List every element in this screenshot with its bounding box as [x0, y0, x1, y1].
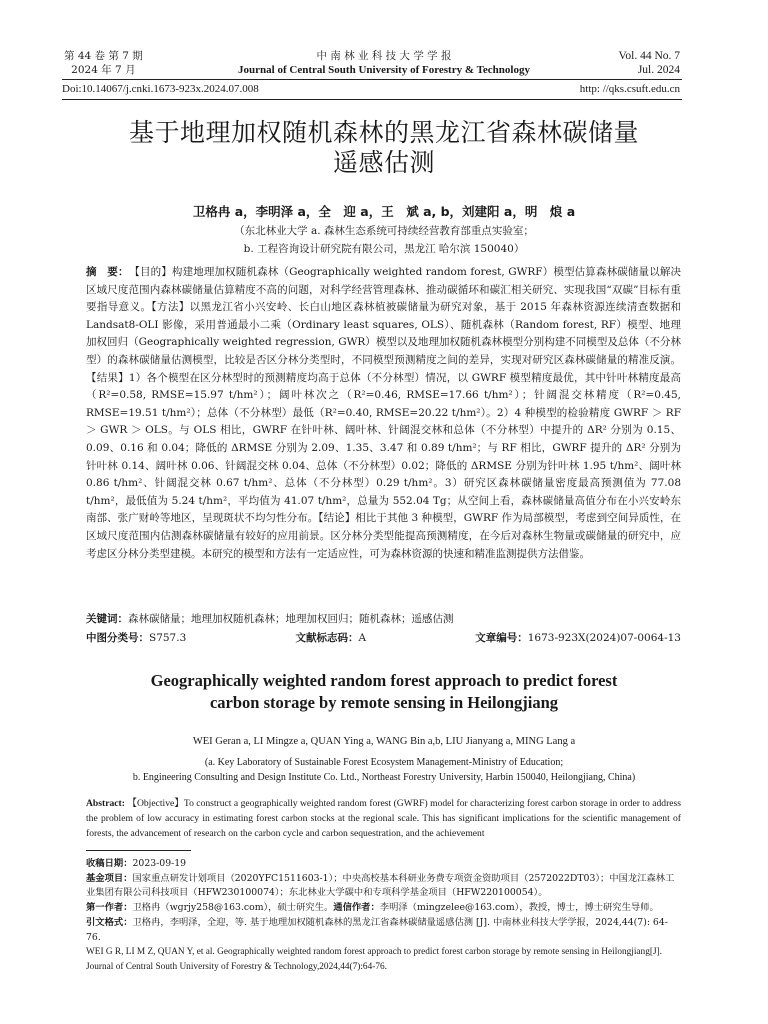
- volume-issue-cn: 第 44 卷 第 7 期: [64, 50, 143, 62]
- citation-en: WEI G R, LI M Z, QUAN Y, et al. Geographically weighted random forest approach to predict forest carbon storage by remote sensing in Heilongjiang[J]. Journal of Central South University of Forestry & Technology,2024,44(7):64-76.: [86, 947, 662, 972]
- authors-cn: 卫格冉 a，李明泽 a，全 迎 a，王 斌 a, b，刘建阳 a，明 烺 a: [192, 204, 576, 219]
- journal-url[interactable]: http: //qks.csuft.edu.cn: [579, 83, 680, 95]
- affiliation-cn-line2: b. 工程咨询设计研究院有限公司，黑龙江 哈尔滨 150040）: [243, 243, 525, 255]
- meta-rule: [62, 99, 682, 100]
- abstract-en-text: 【Objective】To construct a geographically weighted random forest (GWRF) model for characterizing forest carbon storage in order to address the problem of low accuracy in estimating forest carbon stocks at the regional scale. This has significant implications for the scientific management of forests, the advancement of research on the carbon cycle and carbon sequestration, and the achievement: [86, 798, 681, 839]
- title-cn-line2: 遥感估测: [332, 148, 435, 177]
- title-en: [0, 670, 768, 714]
- clc-number: 中图分类号：S757.3: [86, 632, 187, 644]
- document-code: 文献标志码：A: [295, 632, 367, 644]
- author-info: 第一作者：卫格冉（wgrjy258@163.com），硕士研究生。通信作者：李明泽（mingzelee@163.com），教授，博士，博士研究生导师。: [86, 902, 659, 914]
- title-cn: [0, 118, 768, 178]
- keywords-label: 关键词：: [86, 613, 128, 625]
- fund-info: 基金项目：国家重点研发计划项目（2020YFC1511603-1）；中央高校基本科研业务费专项资金资助项目（2572022DT03）；中国龙江森林工业集团有限公司科技项目（HFW230100074）；东北林业大学碳中和专项科学基金项目（HFW220100054）。: [86, 872, 675, 899]
- abstract-en: [86, 796, 681, 841]
- date-cn: 2024 年 7 月: [71, 64, 136, 76]
- footnote-rule: [86, 850, 191, 851]
- abstract-cn: [86, 264, 681, 563]
- header-volume-en: [619, 49, 680, 77]
- abstract-en-label: Abstract:: [86, 798, 125, 809]
- journal-name-cn: 中 南 林 业 科 技 大 学 学 报: [316, 50, 452, 62]
- classification-line: [86, 630, 681, 645]
- title-en-line1: Geographically weighted random forest approach to predict forest: [150, 671, 618, 690]
- affiliation-cn-line1: （东北林业大学 a. 森林生态系统可持续经营教育部重点实验室；: [234, 225, 534, 237]
- citation-cn: 引文格式：卫格冉，李明泽，全迎，等. 基于地理加权随机森林的黑龙江省森林碳储量遥感估测 [J]. 中南林业科技大学学报，2024,44(7): 64-76.: [86, 916, 668, 943]
- date-en: Jul. 2024: [637, 64, 680, 76]
- title-cn-line1: 基于地理加权随机森林的黑龙江省森林碳储量: [128, 118, 639, 147]
- title-en-line2: carbon storage by remote sensing in Heilongjiang: [209, 693, 559, 712]
- keywords-cn: [86, 611, 681, 626]
- affiliation-en-line2: b. Engineering Consulting and Design Institute Co. Ltd., Northeast Forestry University, Harbin 150040, Heilongjiang, China): [132, 772, 636, 783]
- keywords-text: 森林碳储量；地理加权随机森林；地理加权回归；随机森林；遥感估测: [128, 613, 454, 625]
- article-number: 文章编号：1673-923X(2024)07-0064-13: [475, 632, 681, 644]
- authors-en: WEI Geran a, LI Mingze a, QUAN Ying a, WANG Bin a,b, LIU Jianyang a, MING Lang a: [192, 736, 576, 747]
- abstract-cn-label: 摘 要：: [86, 266, 129, 278]
- doi[interactable]: Doi:10.14067/j.cnki.1673-923x.2024.07.008: [62, 83, 259, 95]
- header-rule: [62, 79, 682, 80]
- affiliation-en-line1: (a. Key Laboratory of Sustainable Forest Ecosystem Management-Ministry of Education;: [204, 757, 564, 768]
- footnotes: [86, 857, 681, 975]
- volume-issue-en: Vol. 44 No. 7: [618, 50, 680, 62]
- received-date: 收稿日期：2023-09-19: [86, 858, 187, 869]
- abstract-cn-text: 【目的】构建地理加权随机森林（Geographically weighted random forest, GWRF）模型估算森林碳储量以解决区域尺度范围内森林碳储量估算精度不高的问题，对科学经营管理森林、推动碳循环和碳汇相关研究、实现我国“双碳”目标有重要指导意义。【方法】以黑龙江省小兴安岭、长白山地区森林植被碳储量为研究对象，基于 2015 年森林资源连续清查数据和 Landsat8-OLI 影像，采用普通最小二乘（Ordinary least squares, OLS）、随机森林（Random forest, RF）模型、地理加权回归（Geographically weighted regression, GWR）模型以及地理加权随机森林模型分别构建不同模型及总体（不分林型）的森林碳储量估测模型，比较是否区分林分类型时，不同模型预测精度之间的差异，实现对研究区森林碳储量的精准反演。【结果】1）各个模型在区分林型时的预测精度均高于总体（不分林型）情况，以 GWRF 模型精度最优，其中针叶林精度最高（R²=0.58, RMSE=15.97 t/hm²）；阔叶林次之（R²=0.46, RMSE=17.66 t/hm²）；针阔混交林精度（R²=0.45, RMSE=19.51 t/hm²）；总体（不分林型）最低（R²=0.40, RMSE=20.22 t/hm²）。2）4 种模型的检验精度 GWRF ＞ RF ＞ GWR ＞ OLS。与 OLS 相比，GWRF 在针叶林、阔叶林、针阔混交林和总体（不分林型）中提升的 ΔR² 分别为 0.15、0.09、0.16 和 0.04；降低的 ΔRMSE 分别为 2.09、1.35、3.47 和 0.89 t/hm²；与 RF 相比，GWRF 提升的 ΔR² 分别为针叶林 0.14、阔叶林 0.06、针阔混交林 0.04、总体（不分林型）0.02；降低的 ΔRMSE 分别为针叶林 1.95 t/hm²、阔叶林 0.86 t/hm²、针阔混交林 0.67 t/hm²、总体（不分林型）0.29 t/hm²。3）研究区森林碳储量密度最高预测值为 77.08 t/hm²，最低值为 5.24 t/hm²，平均值为 41.07 t/hm²，总量为 552.04 Tg；从空间上看，森林碳储量高值分布在小兴安岭东南部、张广财岭等地区，呈现斑状不均匀性分布。【结论】相比于其他 3 种模型，GWRF 作为局部模型，考虑到空间异质性，在区域尺度范围内估测森林碳储量有较好的应用前景。区分林分类型能提高预测精度，在今后对森林生物量或碳储量的研究中，应考虑区分林分类型建模。本研究的模型和方法有一定适应性，可为森林资源的快速和精准监测提供方法借鉴。: [86, 266, 681, 560]
- journal-name-en: Journal of Central South University of Forestry & Technology: [238, 64, 530, 76]
